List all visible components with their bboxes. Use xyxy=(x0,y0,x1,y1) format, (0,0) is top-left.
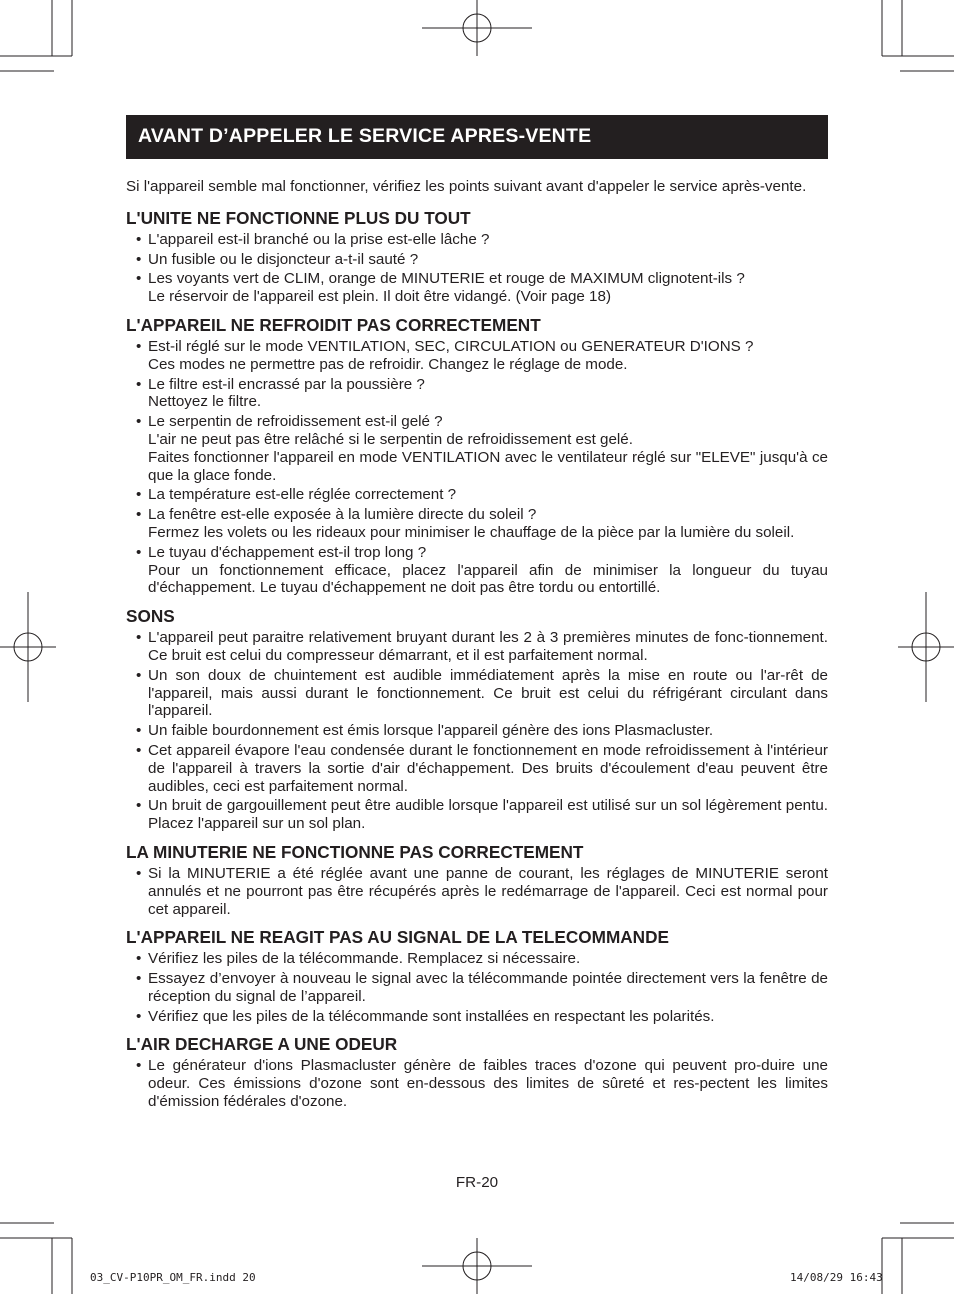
list-item-text: L'air ne peut pas être relâché si le serpentin de refroidissement est gelé. xyxy=(148,430,633,448)
list-item-text: La température est-elle réglée correctement ? xyxy=(148,486,457,504)
section-heading: LA MINUTERIE NE FONCTIONNE PAS CORRECTEMENT xyxy=(126,841,584,862)
section-heading: L'UNITE NE FONCTIONNE PLUS DU TOUT xyxy=(126,207,471,228)
bullet-icon: • xyxy=(136,970,142,988)
list-item-text: Vérifiez que les piles de la télécommande sont installées en respectant les polarités. xyxy=(148,1007,715,1025)
section xyxy=(126,606,828,833)
list-item-text: Faites fonctionner l'appareil en mode VENTILATION avec le ventilateur réglé sur "ELEVE" jusqu'à ce que la glace fonde. xyxy=(148,448,828,484)
list-item-text: Le serpentin de refroidissement est-il gelé ? xyxy=(148,413,443,431)
section xyxy=(126,842,828,918)
bullet-icon: • xyxy=(136,230,142,248)
page-number: FR-20 xyxy=(455,1174,499,1191)
list-item xyxy=(126,251,828,269)
list-item xyxy=(126,231,828,249)
bullet-icon: • xyxy=(136,864,142,882)
bullet-icon: • xyxy=(136,797,142,815)
bullet-icon: • xyxy=(136,250,142,268)
list-item xyxy=(126,742,828,795)
bullet-icon: • xyxy=(136,270,142,288)
section-heading: L'APPAREIL NE REAGIT PAS AU SIGNAL DE LA TELECOMMANDE xyxy=(126,927,669,948)
bullet-icon: • xyxy=(136,1057,142,1075)
list-item xyxy=(126,1008,828,1026)
list-item-text: Le réservoir de l'appareil est plein. Il doit être vidangé. (Voir page 18) xyxy=(148,288,612,306)
list-item-text: L'appareil est-il branché ou la prise est-elle lâche ? xyxy=(148,230,490,248)
bullet-icon: • xyxy=(136,1007,142,1025)
bullet-icon: • xyxy=(136,543,142,561)
bullet-icon: • xyxy=(136,629,142,647)
list-item-text: Pour un fonctionnement efficace, placez l'appareil afin de minimiser la longueur du tuyau d'échappement. Le tuyau d'échappement ne doit pas être tordu ou entortillé. xyxy=(148,561,828,597)
list-item xyxy=(126,970,828,1006)
list-item xyxy=(126,506,828,542)
bullet-list xyxy=(126,865,828,918)
list-item xyxy=(126,544,828,597)
list-item-text: Les voyants vert de CLIM, orange de MINUTERIE et rouge de MAXIMUM clignotent-ils ? xyxy=(148,270,745,288)
list-item-text: Un bruit de gargouillement peut être audible lorsque l'appareil est utilisé sur un sol légèrement pentu. Placez l'appareil sur un sol plan. xyxy=(148,797,828,833)
bullet-icon: • xyxy=(136,950,142,968)
bullet-icon: • xyxy=(136,413,142,431)
list-item-text: Un fusible ou le disjoncteur a-t-il sauté ? xyxy=(148,250,419,268)
list-item xyxy=(126,270,828,306)
document-body xyxy=(126,178,828,1120)
list-item-text: Le filtre est-il encrassé par la poussière ? xyxy=(148,375,425,393)
list-item-text: Nettoyez le filtre. xyxy=(148,393,262,411)
list-item xyxy=(126,486,828,504)
bullet-icon: • xyxy=(136,666,142,684)
section xyxy=(126,208,828,306)
list-item xyxy=(126,376,828,412)
list-item xyxy=(126,950,828,968)
section-heading: L'APPAREIL NE REFROIDIT PAS CORRECTEMENT xyxy=(126,314,541,335)
bullet-icon: • xyxy=(136,486,142,504)
bullet-icon: • xyxy=(136,506,142,524)
list-item-text: Un son doux de chuintement est audible immédiatement après la mise en route ou l'ar-rêt de l'appareil, mais aussi durant le fonctionnement. Ce bruit est celui du réfrigérant circulant dans l'appareil. xyxy=(148,666,828,720)
section xyxy=(126,927,828,1025)
list-item-text: Est-il réglé sur le mode VENTILATION, SEC, CIRCULATION ou GENERATEUR D'IONS ? xyxy=(148,337,754,355)
list-item-text: Essayez d’envoyer à nouveau le signal avec la télécommande pointée directement vers la fenêtre de réception du signal de l’appareil. xyxy=(148,970,828,1005)
list-item xyxy=(126,865,828,918)
list-item xyxy=(126,338,828,374)
bullet-list xyxy=(126,629,828,833)
list-item-text: La fenêtre est-elle exposée à la lumière directe du soleil ? xyxy=(148,506,537,524)
list-item xyxy=(126,413,828,484)
list-item-text: Le tuyau d'échappement est-il trop long ? xyxy=(148,543,427,561)
list-item-text: Le générateur d'ions Plasmacluster génère de faibles traces d'ozone qui peuvent pro-duire une odeur. Ces émissions d'ozone sont en-dessous des limites de sûreté et res-pectent les limites d'émission fédérales d'ozone. xyxy=(148,1057,828,1111)
list-item-text: Si la MINUTERIE a été réglée avant une panne de courant, les réglages de MINUTERIE seront annulés et ne pourront pas être récupérés après le redémarrage de l'appareil. Ceci est normal pour cet appareil. xyxy=(148,864,828,918)
footer-date: 14/08/29 16:43 xyxy=(790,1271,883,1284)
list-item xyxy=(126,1057,828,1110)
list-item-text: Fermez les volets ou les rideaux pour minimiser le chauffage de la pièce par la lumière du soleil. xyxy=(148,523,795,541)
list-item-text: Cet appareil évapore l'eau condensée durant le fonctionnement en mode refroidissement à l'intérieur de l'appareil à travers la sortie d'air d'échappement. Des bruits d'écoulement d'eau peuvent être audibles, ceci est parfaitement normal. xyxy=(148,741,828,795)
bullet-icon: • xyxy=(136,337,142,355)
list-item-text: Vérifiez les piles de la télécommande. Remplacez si nécessaire. xyxy=(148,950,581,968)
list-item xyxy=(126,722,828,740)
page-title: AVANT D’APPELER LE SERVICE APRES-VENTE xyxy=(126,115,828,159)
troubleshooting-sections xyxy=(126,208,828,1111)
section xyxy=(126,315,828,597)
list-item xyxy=(126,629,828,665)
section xyxy=(126,1034,828,1110)
section-heading: L'AIR DECHARGE A UNE ODEUR xyxy=(126,1034,398,1055)
list-item xyxy=(126,797,828,833)
bullet-list xyxy=(126,1057,828,1110)
bullet-list xyxy=(126,950,828,1025)
list-item-text: Ces modes ne permettre pas de refroidir. Changez le réglage de mode. xyxy=(148,355,628,373)
footer-file-name: 03_CV-P10PR_OM_FR.indd 20 xyxy=(90,1271,256,1284)
list-item xyxy=(126,667,828,720)
bullet-icon: • xyxy=(136,722,142,740)
list-item-text: L'appareil peut paraitre relativement bruyant durant les 2 à 3 premières minutes de fonc-tionnement. Ce bruit est celui du compresseur démarrant, et il est parfaitement normal. xyxy=(148,629,828,664)
bullet-list xyxy=(126,231,828,306)
section-heading: SONS xyxy=(126,606,175,627)
bullet-icon: • xyxy=(136,375,142,393)
bullet-icon: • xyxy=(136,741,142,759)
bullet-list xyxy=(126,338,828,597)
list-item-text: Un faible bourdonnement est émis lorsque l'appareil génère des ions Plasmacluster. xyxy=(148,722,714,740)
intro-paragraph: Si l'appareil semble mal fonctionner, vérifiez les points suivant avant d'appeler le service après-vente. xyxy=(126,178,807,195)
